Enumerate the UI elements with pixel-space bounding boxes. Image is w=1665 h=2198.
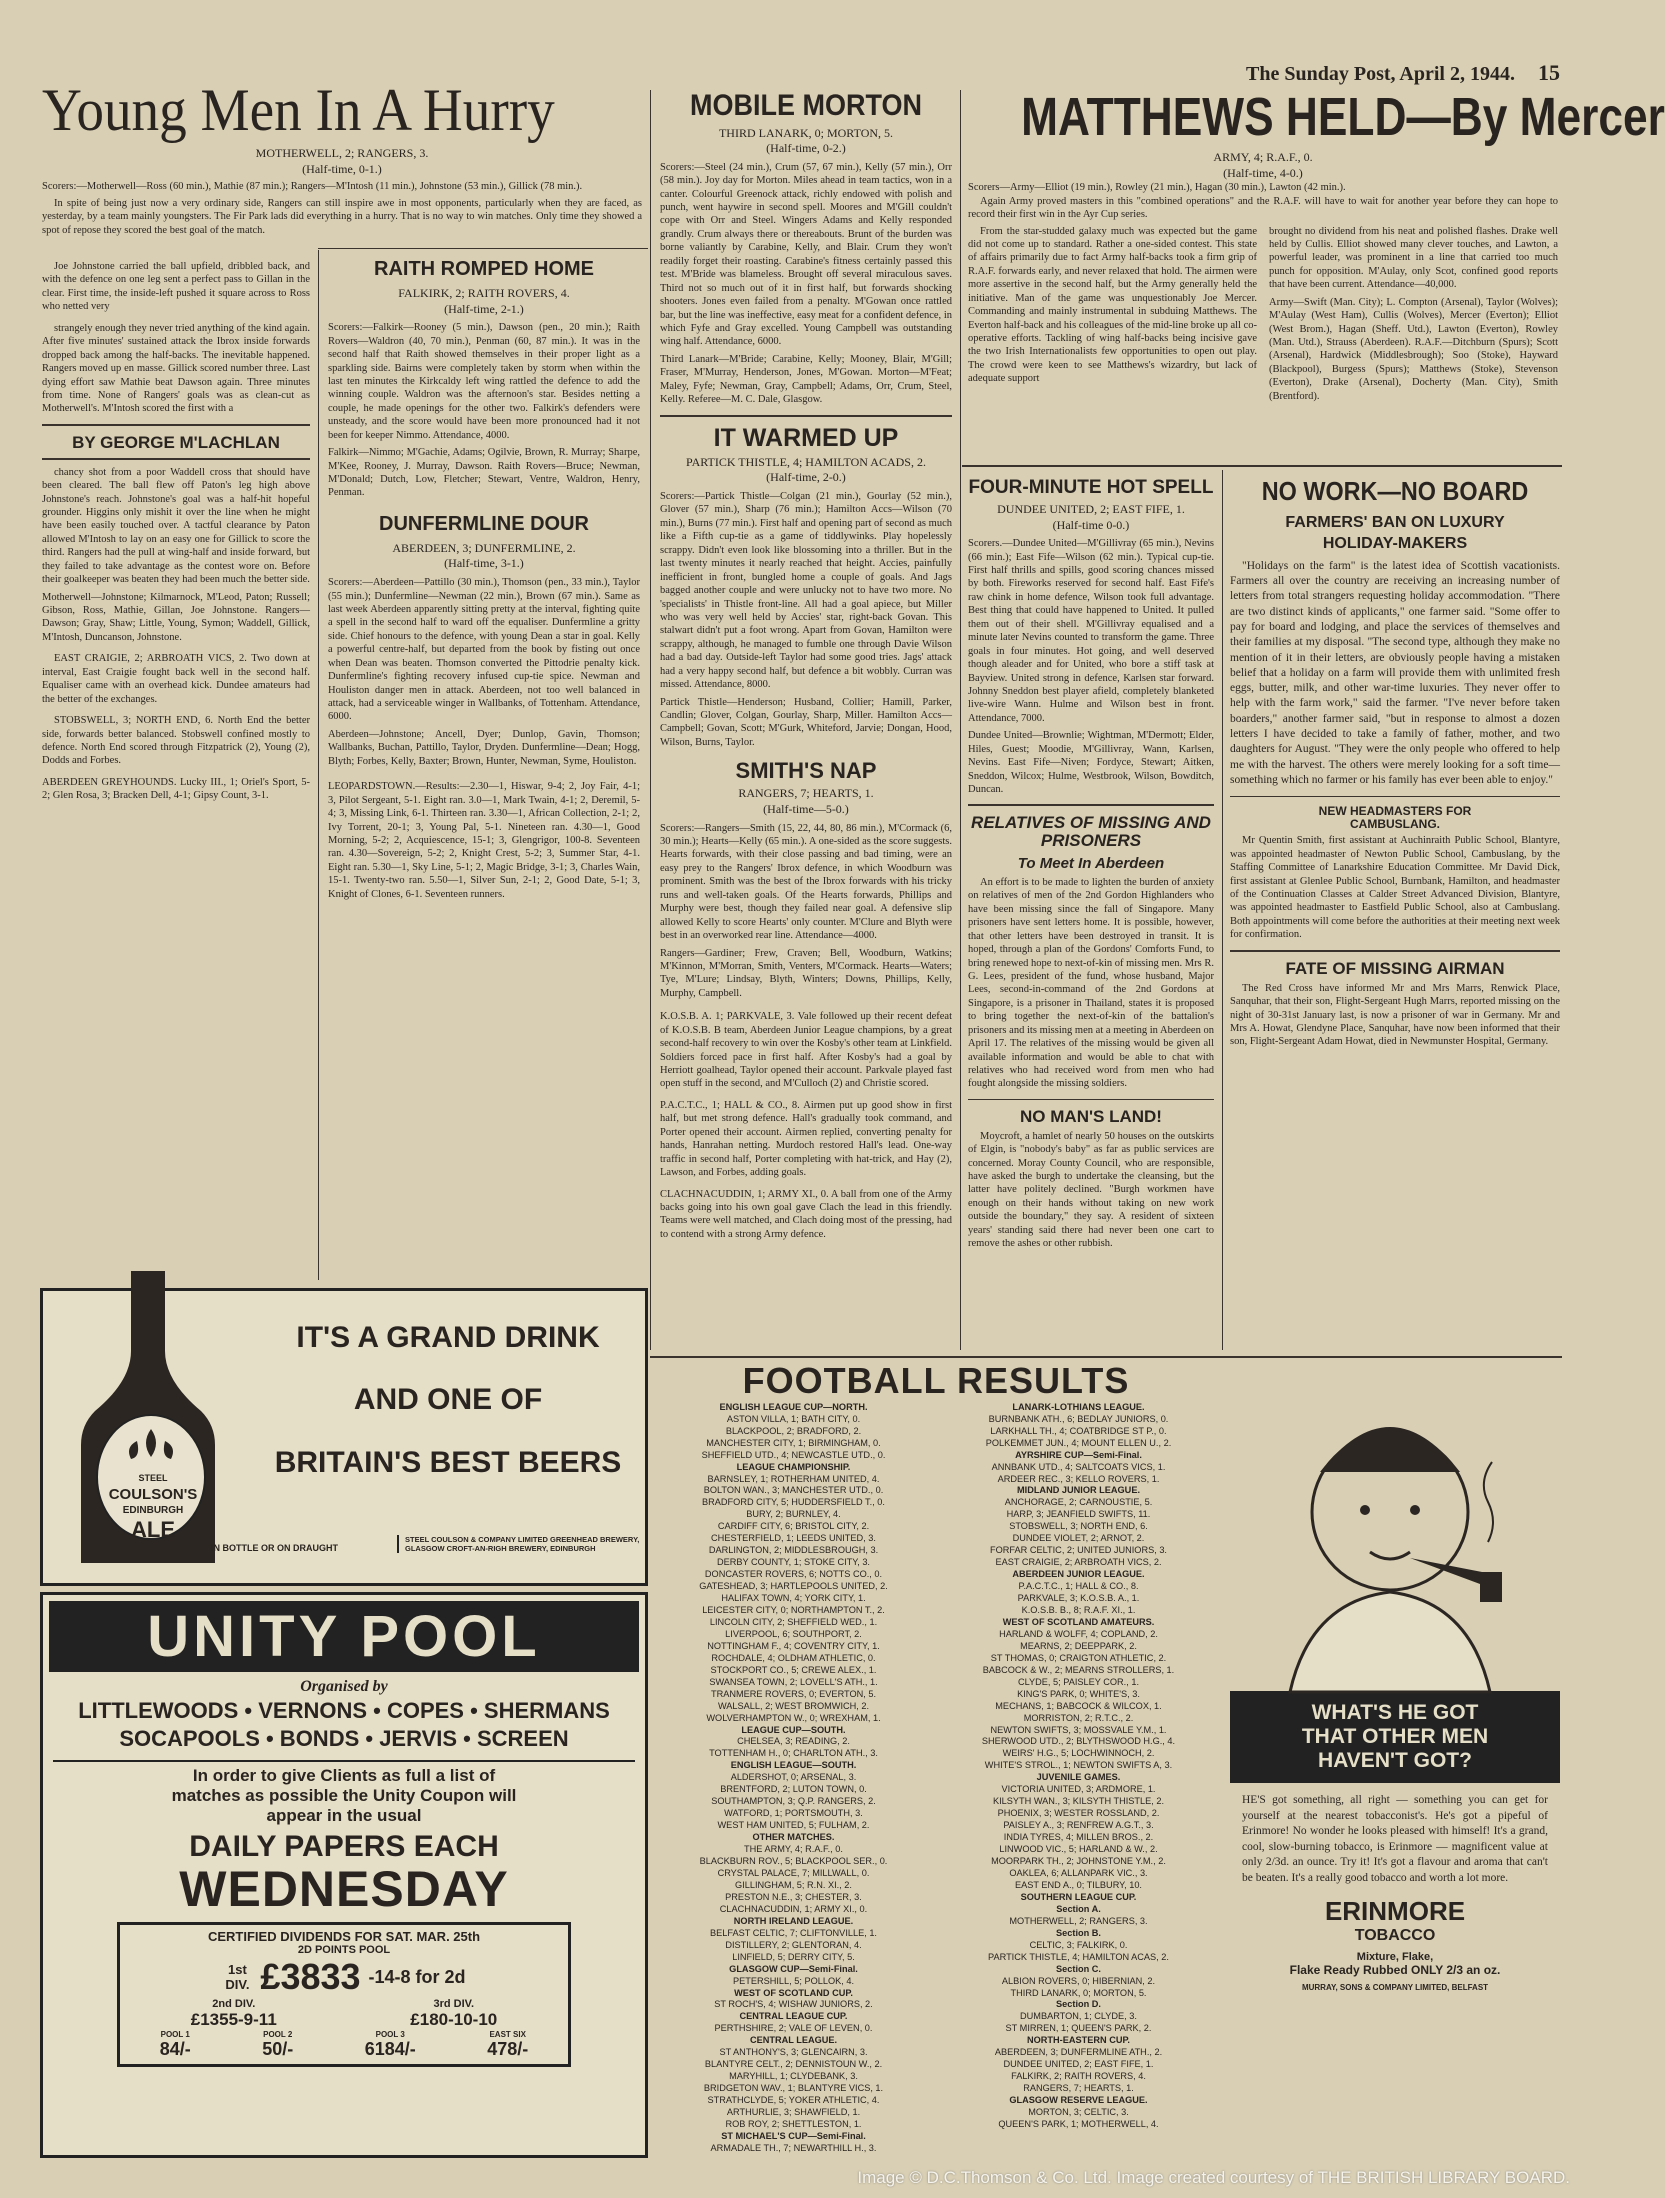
results-heading: WEST OF SCOTLAND AMATEURS. (1002, 1616, 1155, 1627)
result-line: NEWTON SWIFTS, 3; MOSSVALE Y.M., 1. (990, 1724, 1167, 1735)
result-line: WHITE'S STROL., 1; NEWTON SWIFTS A, 3. (984, 1760, 1173, 1771)
result-line: CLACHNACUDDIN, 1; ARMY XI., 0. (719, 1903, 868, 1914)
result-line: WEST HAM UNITED, 5; FULHAM, 2. (717, 1820, 870, 1831)
result-line: ALDERSHOT, 0; ARSENAL, 3. (730, 1772, 857, 1783)
army-teams: Army—Swift (Man. City); L. Compton (Arsenal), Taylor (Wolves); M'Aulay (West Ham), Cullis (Wolves), Mercer (Everton); Elliot (West Brom.), Hagan (Sheff. Utd.), Lawton (Everton), Rowley (Man. Utd.), Strauss (Aberdeen). R.A.F.—Ditchburn (Spurs); Scott (Arsenal), Hardwick (Middlesbrough); Soo (Stoke), Hayward (Blackpool), Burgess (Spurs); Matthews (Stoke), Stevenson (Everton), Drake (Arsenal), Docherty (Man. City), Smith (Brentford). (1269, 296, 1558, 402)
erinmore-copy: HE'S got something, all right — something you can get for yourself at the nearest tobacconist's. He's got a pipeful of Erinmore! No wonder he looks pleased with himself! It's a grand, cool, slow-burning tobacco, is Erinmore — magnificent value at only 2/3d. an ounce. Try it! It's got a flavour and aroma that can't be beaten. It's a really good tobacco and worth a lot more. (1242, 1794, 1548, 1884)
dunf-score: ABERDEEN, 3; DUNFERMLINE, 2. (392, 540, 576, 555)
raith-teams: Falkirk—Nimmo; M'Gachie, Adams; Ogilvie, Brown, R. Murray; Sharpe, M'Kee, Rooney, J. Murray, Dawson. Raith Rovers—Bruce; Newman, M'Donald; Dutch, Low, Fletcher; Stewart, Ventre, Waldron, Henry, Penman. (328, 447, 640, 499)
pool2-label: POOL 2 (263, 2030, 293, 2039)
result-line: LINWOOD VIC., 5; HARLAND & W., 2. (999, 1844, 1158, 1855)
result-line: DUNDEE UNITED, 2; EAST FIFE, 1. (1003, 2059, 1154, 2070)
pipe-smoker-illustration (1230, 1362, 1560, 1692)
results-heading: LEAGUE CUP—SOUTH. (741, 1724, 846, 1735)
page-number: 15 (1538, 60, 1560, 85)
results-left-column (656, 1402, 931, 2155)
first-div-label: 1st DIV. (225, 1962, 250, 1992)
col5 (968, 478, 1214, 1251)
erinmore-varieties-1: Mixture, Flake, (1356, 1951, 1434, 1964)
warm-teams: Partick Thistle—Henderson; Husband, Collier; Hamill, Parker, Candlin; Glover, Colgan, Gourlay, Sharp, Miller. Hamilton Accs—Campbell; Govan, Scott; M'Gurk, Whiteford, Jarvie; Dongan, Hood, Wilson, Burns, Taylor. (660, 696, 952, 748)
result-line: QUEEN'S PARK, 1; MOTHERWELL, 4. (998, 2118, 1159, 2129)
result-line: LARKHALL TH., 4; COATBRIDGE ST P., 0. (990, 1425, 1167, 1436)
result-line: SHERWOOD UTD., 2; BLYTHSWOOD H.G., 4. (981, 1736, 1176, 1747)
second-div-amount: £1355-9-11 (190, 2010, 277, 2029)
result-line: BLACKBURN ROV., 5; BLACKPOOL SER., 0. (699, 1856, 888, 1867)
result-line: TOTTENHAM H., 0; CHARLTON ATH., 3. (709, 1748, 878, 1759)
erinmore-advert (1230, 1362, 1560, 2162)
nap-score: RANGERS, 7; HEARTS, 1. (738, 786, 874, 801)
relatives-report: An effort is to be made to lighten the burden of anxiety on relatives of men of the 2nd Gordon Highlanders who have been missing since the fall of Singapore. Many prisoners have sent letters home. It is possible, however, that other letters have been destroyed in transit. It is hoped, through a plan of the Gordons' Comforts Fund, to bring renewed hope to next-of-kin of missing men. Mrs R. G. Lees, president of the fund, whose husband, Major Lees, second-in-command of the 2nd Gordons at Singapore, is a prisoner in Thailand, states it is proposed to bring together the next-of-kin of the battalion's prisoners and its missing men at a meeting in Aberdeen on April 17. The relatives of the missing would be given all available information and would be able to chat with relatives who had received word from men who had fought alongside the missing soldiers. (968, 876, 1214, 1090)
result-line: ANCHORAGE, 2; CARNOUSTIE, 5. (1004, 1497, 1153, 1508)
slogan-grand-drink: IT'S A GRAND DRINK (296, 1321, 600, 1354)
slogan-best-beers: BRITAIN'S BEST BEERS (274, 1446, 622, 1479)
result-line: WOLVERHAMPTON W., 0; WREXHAM, 1. (706, 1712, 881, 1723)
result-line: EAST END A., 0; TILBURY, 10. (1015, 1879, 1142, 1890)
headline-headmasters (1230, 805, 1560, 830)
result-line: P.A.C.T.C., 1; HALL & CO., 8. (1018, 1581, 1139, 1592)
result-line: POLKEMMET JUN., 4; MOUNT ELLEN U., 2. (985, 1437, 1172, 1448)
daily-papers: DAILY PAPERS EACH (189, 1830, 499, 1863)
result-line: NOTTINGHAM F., 4; COVENTRY CITY, 1. (707, 1640, 880, 1651)
headline-no-work: NO WORK—NO BOARD (1261, 476, 1529, 506)
no-mans-land-report: Moycroft, a hamlet of nearly 50 houses on the outskirts of Elgin, is "nobody's baby" as far as public services are concerned. Moray County Council, who are responsible, have asked the burgh to undertake the cleansing, but the latter have politely declined. "Burgh workmen have enough on their hands without taking on new work outside the boundary," they say. A resident of sixteen years' standing said there had never been one cart to remove the ashes or other rubbish. (968, 1130, 1214, 1250)
unity-title: UNITY POOL (147, 1604, 541, 1669)
result-line: PARTICK THISTLE, 4; HAMILTON ACAS, 2. (988, 1951, 1169, 1962)
result-line: FALKIRK, 2; RAITH ROVERS, 4. (1011, 2071, 1146, 2082)
results-heading: OTHER MATCHES. (752, 1832, 835, 1843)
dividends-box (117, 1922, 571, 2067)
erinmore-varieties-2: Flake Ready Rubbed ONLY 2/3 an oz. (1289, 1963, 1501, 1978)
result-line: PARKVALE, 3; K.O.S.B. A., 1. (1017, 1593, 1140, 1604)
headline-no-mans-land: NO MAN'S LAND! (1020, 1106, 1162, 1126)
results-heading: ABERDEEN JUNIOR LEAGUE. (1012, 1569, 1145, 1580)
dundee-halftime: (Half-time 0-0.) (1052, 517, 1130, 532)
results-heading: ENGLISH LEAGUE CUP—NORTH. (719, 1401, 868, 1412)
headline-four-minute: FOUR-MINUTE HOT SPELL (968, 477, 1214, 498)
result-line: DONCASTER ROVERS, 6; NOTTS CO., 0. (704, 1569, 883, 1580)
pools-row-1: LITTLEWOODS • VERNONS • COPES • SHERMANS (78, 1698, 610, 1723)
result-line: BRIDGETON WAV., 1; BLANTYRE VICS, 1. (703, 2083, 884, 2094)
result-line: DARLINGTON, 2; MIDDLESBROUGH, 3. (708, 1545, 879, 1556)
wednesday: WEDNESDAY (179, 1861, 509, 1917)
results-heading: LANARK-LOTHIANS LEAGUE. (1012, 1401, 1145, 1412)
result-line: LINFIELD, 5; DERRY CITY, 5. (732, 1951, 855, 1962)
result-line: DERBY COUNTY, 1; STOKE CITY, 3. (716, 1557, 870, 1568)
result-line: ST THOMAS, 0; CRAIGTON ATHLETIC, 2. (990, 1652, 1167, 1663)
headline-smiths-nap: SMITH'S NAP (735, 758, 877, 784)
subhead-farmers-line1: FARMERS' BAN ON LUXURY (1285, 514, 1505, 532)
result-line: CHESTERFIELD, 1; LEEDS UNITED, 3. (711, 1533, 876, 1544)
headline-relatives-line2: PRISONERS (1040, 831, 1142, 851)
results-heading: ENGLISH LEAGUE—SOUTH. (730, 1760, 857, 1771)
question-line2: THAT OTHER MEN (1301, 1725, 1489, 1748)
result-line: MORRISTON, 2; R.T.C., 2. (1023, 1712, 1134, 1723)
label-ale: ALE (131, 1517, 175, 1542)
result-line: CARDIFF CITY, 6; BRISTOL CITY, 2. (717, 1521, 870, 1532)
headline-headmasters-line1: NEW HEADMASTERS FOR (1318, 804, 1472, 819)
results-heading: NORTH IRELAND LEAGUE. (733, 1915, 854, 1926)
col4-matthews (968, 87, 1665, 403)
results-heading: Section A. (1056, 1903, 1101, 1914)
warm-report: Scorers:—Partick Thistle—Colgan (21 min.), Gourlay (52 min.), Glover (57 min.), Sharp (76 min.); Hamilton Accs—Wilson (70 min.), Burns (77 min.). First half and opening part of second as much like a Fifth cup-tie as a game of tiddlywinks. Play hopelessly scrappy. Didn't even look like blossoming into a thriller. But in the last twenty minutes it nearly reached that height. Accies, painfully inefficient in front, bungled home a couple of goals. And Jags bagged another couple and were unlucky not to have two more. No 'specialists' in Thistle front-line. All had a goal apiece, but Miller who was very well held by Accies' star, right-back Govan. This stalwart didn't put a foot wrong. Apart from Govan, Hamilton were scrappy, although, he managed to fumble one through Davie Wilson had a bad day. Outside-left Taylor had some good tries. Jags' attack had a very happy second half, but defence a bit wobbly. Curran was missed. Attendance, 8000. (660, 491, 952, 691)
raith-report: Scorers:—Falkirk—Rooney (5 min.), Dawson (pen., 20 min.); Raith Rovers—Waldron (40, 70 min.), Penman (60, 87 min.). It was in the second half that Raith showed themselves in their proper light as a sparkling side. Bairns were completely taken by storm when within the last ten minutes the Kirkcaldy left wing rattled the defence to add the winning couple. Waldron was the afternoon's star. Besides netting a couple, he made openings for the other two. Falkirk's defenders were unsteady, and the score would have been more pronounced had it not been for keeper Nimmo. Attendance, 4000. (328, 322, 640, 441)
result-line: MEARNS, 2; DEEPPARK, 2. (1020, 1640, 1137, 1651)
result-line: BRENTFORD, 2; LUTON TOWN, 0. (720, 1784, 867, 1795)
result-line: BRADFORD CITY, 5; HUDDERSFIELD T., 0. (702, 1497, 885, 1508)
result-line: PRESTON N.E., 3; CHESTER, 3. (725, 1891, 862, 1902)
army-score: ARMY, 4; R.A.F., 0. (1213, 150, 1313, 164)
col1-narrow (42, 260, 310, 803)
result-line: OAKLEA, 6; ALLANPARK VIC., 3. (1009, 1867, 1148, 1878)
warm-score: PARTICK THISTLE, 4; HAMILTON ACADS, 2. (686, 454, 926, 469)
farm-report: "Holidays on the farm" is the latest idea of Scottish vacationists. Farmers all over the country are receiving an increasing number of letters from total strangers requesting holiday accommodation. "There are two distinct kinds of applicants," one farmer said. "Some offer to pay for board and lodging, and place the services of themselves and their families at my disposal. "The second type, although they make no mention of it in their letters, are obviously people having a mistaken belief that a holiday on a farm will provide them with unlimited fresh eggs, butter, milk, and other war-time luxuries. They never offer to help with the farm work," said the farmer. "I've never before taken boarders," another farmer said, "but in response to almost a dozen letters I have decided to take a family of father, mother, and two daughters for August. "They were the only people who offered to help me with the harvest. The others were merely looking for a soft time—something which no farmer or his family has ever been able to enjoy." (1230, 559, 1560, 786)
pool2-amount: 50/- (262, 2039, 294, 2059)
headline-matthews-held: MATTHEWS HELD—By Mercer (1021, 87, 1665, 147)
article-paragraph: In spite of being just now a very ordinary side, Rangers can still inspire awe in most opponents, particularly when they are faced, as yesterday, by a team mainly youngsters. The Fir Park lads did everything in a hurry. That is no way to win matches. Only time they showed a spot of repose they scored the best goal of the match. (42, 197, 642, 236)
masthead-text: The Sunday Post, April 2, 1944. (1246, 63, 1515, 85)
results-heading: SOUTHERN LEAGUE CUP. (1020, 1891, 1137, 1902)
pool1-amount: 84/- (159, 2039, 191, 2059)
match-scorers: Scorers:—Motherwell—Ross (60 min.), Mathie (87 min.); Rangers—M'Intosh (11 min.), Johnstone (53 min.), Gillick (78 min.). (42, 181, 583, 193)
pools-row-2: SOCAPOOLS • BONDS • JERVIS • SCREEN (119, 1726, 569, 1751)
subhead-aberdeen: To Meet In Aberdeen (1017, 855, 1165, 873)
clach-report: CLACHNACUDDIN, 1; ARMY XI., 0. A ball from one of the Army backs going into his own goal gave Clach the lead in this friendly. Teams were well matched, and Clach doing most of the pressing, had to contend with a strong Army defence. (660, 1188, 952, 1240)
pactc-report: P.A.C.T.C., 1; HALL & CO., 8. Airmen put up good show in first half, but met strong defence. Hall's gradually took command, and Porter opened their account. Airmen replied, converting penalty for hands, Hanrahan netting. Murdoch restored Hall's lead. One-way traffic in second half, Porter completing with hat-trick, and Hay (2), Lawson, and Forbes, adding goals. (660, 1099, 952, 1179)
result-line: ANNBANK UTD., 4; SALTCOATS VICS, 1. (991, 1461, 1166, 1472)
results-heading: CENTRAL LEAGUE. (749, 2035, 838, 2046)
airman-report: The Red Cross have informed Mr and Mrs Marrs, Renwick Place, Sanquhar, that their son, Flight-Sergeant Hugh Marrs, reported missing on the night of 30-31st January last, is now a prisoner of war in Germany. Mr and Mrs A. Howat, Glendyne Place, Sanquhar, have now been informed that their son, Flight-Sergeant Adam Howat, died in Newmunster Hospital, Germany. (1230, 982, 1560, 1048)
kosb-report: K.O.S.B. A. 1; PARKVALE, 3. Vale followed up their recent defeat of K.O.S.B. B team, Aberdeen Junior League champions, by a great second-half recovery to win over the Kosby's other team at Linkfield. Soldiers forced pace in first half. After Kosby's had a goal by Herriott goalhead, Taylor opened their account. Parkvale played fast open stuff in the second, and M'Culloch (2) and Christie scored. (660, 1011, 953, 1090)
points-pool: 2D POINTS POOL (297, 1944, 391, 1956)
article-paragraph: strangely enough they never tried anything of the kind again. After five minutes' sustained attack the Ibrox inside forwards dropped back among the half-backs. The inevitable happened. Rangers moved up en masse. Gillick scored number three. Last dying effort saw Mathie beat Dawson again. Three minutes from time. None of Rangers' goals was as clean-cut as Motherwell's. M'Intosh scored the first with a (42, 322, 311, 415)
results-heading: Section B. (1056, 1927, 1101, 1938)
result-line: KILSYTH WAN., 3; KILSYTH THISTLE, 2. (992, 1796, 1165, 1807)
headline-warmed-up: IT WARMED UP (713, 423, 899, 452)
raith-score: FALKIRK, 2; RAITH ROVERS, 4. (398, 286, 570, 300)
col6 (1230, 478, 1560, 1049)
results-heading: JUVENILE GAMES. (1036, 1772, 1121, 1783)
col2 (328, 255, 640, 901)
leopardstown-results: LEOPARDSTOWN.—Results:—2.30—1, Hiswar, 9-4; 2, Joy Fair, 4-1; 3, Pilot Sergeant, 5-1. Eight ran. 3.0—1, Mark Twain, 4-1; 2, Deremil, 5-4; 3, Missing Link, 6-1. Thirteen ran. 3.30—1, African Collection, 2-1; 2, Ivy Torrent, 20-1; 3, Young Pal, 5-1. Nineteen ran. 4.30—1, Good Morning, 5-2; 2, Acquiescence, 15-1; 3, Glengrigor, 100-8. Seventeen ran. 4.30—Sovereign, 5-2; 2, Knight Crest, 5-2; 3, Summer Star, 4-1. Eight ran. 5.30—1, Sky Line, 5-1; 2, Magic Bridge, 3-1; 3, Charles Wain, 15-1. Twenty-two ran. 5.50—1, Silver Sun, 2-1; 2, Good Date, 5-1; 3, Knight of Clones, 6-1. Seventeen runners. (328, 781, 640, 900)
result-line: BABCOCK & W., 2; MEARNS STROLLERS, 1. (982, 1664, 1175, 1675)
result-line: INDIA TYRES, 4; MILLEN BROS., 2. (1003, 1832, 1154, 1843)
first-div-amount: £3833 (260, 1956, 361, 1997)
result-line: PHOENIX, 3; WESTER ROSSLAND, 2. (997, 1808, 1160, 1819)
dunf-teams: Aberdeen—Johnstone; Ancell, Dyer; Dunlop, Gavin, Thomson; Wallbanks, Buchan, Pattillo, Taylor, Dryden. Dunfermline—Dean; Hogg, Blyth; Forbes, Kelly, Baxter; Brown, Hunter, Newman, Syme, Houliston. (328, 728, 640, 767)
result-line: ROB ROY, 2; SHETTLESTON, 1. (725, 2118, 862, 2129)
second-div-label: 2nd DIV. (212, 1998, 256, 2010)
organised-by: Organised by (300, 1678, 388, 1695)
result-line: STOCKPORT CO., 5; CREWE ALEX., 1. (710, 1664, 877, 1675)
masthead (1170, 60, 1560, 86)
results-right-column (941, 1402, 1216, 2155)
results-heading: AYRSHIRE CUP—Semi-Final. (1015, 1449, 1142, 1460)
dunf-report: Scorers:—Aberdeen—Pattillo (30 min.), Thomson (pen., 33 min.), Taylor (55 min.); Dunfermline—Newman (22 min.), Brown (67 min.). Same as last week Aberdeen apparently sitting pretty at the interval, fighting quite a spell in the second half to ward off the equaliser. Dunfermline a gritty side. Chief honours to the defence, with young Dean a star in goal. Kelly a powerful centre-half, but departed from the book by fisting out once when Dean was beaten. Thomson converted the Pittodrie penalty kick. Dunfermline's fighting recovery infused cup-tie spice. Newman and Houliston danger men in attack. Aberdeen, not too well balanced in attack, had a serviceable winger in Wallbanks, of Tottenham. Attendance, 6000. (328, 577, 640, 723)
label-steel: STEEL (138, 1473, 168, 1483)
result-line: MANCHESTER CITY, 1; BIRMINGHAM, 0. (706, 1437, 881, 1448)
result-line: DUMBARTON, 1; CLYDE, 3. (1020, 2011, 1137, 2022)
headline-mobile-morton: MOBILE MORTON (689, 89, 923, 122)
football-results (656, 1362, 1216, 2155)
first-div-tail: -14-8 for 2d (368, 1966, 466, 1987)
dundee-score: DUNDEE UNITED, 2; EAST FIFE, 1. (997, 501, 1185, 516)
results-heading: Section C. (1056, 1963, 1101, 1974)
team-lineups: Motherwell—Johnstone; Kilmarnock, M'Leod, Paton; Russell; Gibson, Ross, Mathie, Gillan, Joe Johnstone. Rangers—Dawson; Gray, Shaw; Little, Young, Symon; Waddell, Gillick, M'Intosh, Duncanson, Johnstone. (42, 591, 310, 643)
match-score: MOTHERWELL, 2; RANGERS, 3. (255, 146, 429, 160)
label-edinburgh: EDINBURGH (122, 1505, 184, 1516)
erinmore-tobacco: TOBACCO (1354, 1927, 1436, 1945)
results-title: FOOTBALL RESULTS (742, 1360, 1130, 1401)
result-line: HARP, 3; JEANFIELD SWIFTS, 11. (1006, 1509, 1151, 1520)
morton-report: Scorers:—Steel (24 min.), Crum (57, 67 min.), Kelly (57 min.), Orr (58 min.). Joy day for Morton. Miles ahead in team tactics, won in a canter. Colourful Greenock attack, richly endowed with polish and punch, went haywire in second spell. Moores and M'Gill couldn't cope with Orr and Steel. Wingers Adams and Kelly responded grandly. Crum always there or thereabouts. Brunt of the burden was borne valiantly by Carabine, Kelly, and Blair. Crum they won't readily forget their roasting. Carabine's fitness certainly passed this test. M'Bride was blameless. Brought off several miraculous saves. Third not so much out of it in first half, but forwards shocking shooters. Jones even failed from a penalty. M'Gowan once rattled bar, but the line was ineffective, easy meat for a confident defence, in which Fyfe and Gray excelled. Young Campbell was outstanding wing half. Attendance, 6000. (660, 161, 952, 348)
article-paragraph: EAST CRAIGIE, 2; ARBROATH VICS, 2. Two down at interval, East Craigie fought back well in the second half. Equaliser came with an overhead kick. Dundee amateurs had the better of the exchanges. (42, 653, 310, 705)
results-heading: LEAGUE CHAMPIONSHIP. (736, 1461, 851, 1472)
morton-halftime: (Half-time, 0-2.) (766, 141, 846, 156)
result-line: LIVERPOOL, 6; SOUTHPORT, 2. (725, 1628, 862, 1639)
results-heading: WEST OF SCOTLAND CUP. (734, 1987, 853, 1998)
headline-young-men: Young Men In A Hurry (42, 77, 555, 143)
result-line: PAISLEY A., 3; RENFREW A.G.T., 3. (1003, 1820, 1154, 1831)
col1-article (42, 77, 642, 237)
results-heading: GLASGOW RESERVE LEAGUE. (1009, 2095, 1148, 2106)
article-paragraph: STOBSWELL, 3; NORTH END, 6. North End the better side, forwards better balanced. Stobswell confined mostly to defence. North End scored through Fitzpatrick (2), Young (2), Dodds and Forbes. (42, 715, 310, 767)
result-line: SHEFFIELD UTD., 4; NEWCASTLE UTD., 0. (701, 1449, 886, 1460)
raith-halftime: (Half-time, 2-1.) (444, 301, 524, 316)
result-line: ST ANTHONY'S, 3; GLENCAIRN, 3. (719, 2047, 868, 2058)
result-line: BOLTON WAN., 3; MANCHESTER UTD., 0. (703, 1485, 884, 1496)
unity-title-banner (49, 1601, 639, 1672)
greyhound-results: ABERDEEN GREYHOUNDS. Lucky III., 1; Oriel's Sport, 5-2; Glen Rosa, 3; Bracken Dell, 4-1; Gipsy Count, 3-1. (42, 776, 310, 802)
subhead-farmers (1230, 515, 1560, 553)
results-heading: MIDLAND JUNIOR LEAGUE. (1016, 1485, 1140, 1496)
result-line: BLANTYRE CELT., 2; DENNISTOUN W., 2. (704, 2059, 883, 2070)
result-line: WATFORD, 1; PORTSMOUTH, 3. (724, 1808, 863, 1819)
headline-relatives-line1: RELATIVES OF MISSING AND (971, 813, 1211, 833)
result-line: CHELSEA, 3; READING, 2. (737, 1736, 850, 1747)
nap-report: Scorers:—Rangers—Smith (15, 22, 44, 80, 86 min.), M'Cormack (6, 30 min.); Hearts—Kelly (65 min.). A one-sided as the score suggests. Hearts forwards, with their close passing and bad timing, were an easy prey to the Rangers' Ibrox defence, in which Woodburn was prominent. Smith was the best of the Ibrox forwards with his tricky runs and well-taken goals. Of the Hearts forwards, Phillips and Murphy were best, though they failed near goal. A defensive slip allowed Kelly to score Hearts' only counter. M'Clure and Blyth were best in an overworked rear line. Attendance—4000. (660, 822, 952, 942)
coulsons-advert (40, 1288, 648, 1586)
question-line3: HAVEN'T GOT? (1318, 1749, 1472, 1772)
result-line: SWANSEA TOWN, 2; LOVELL'S ATH., 1. (709, 1676, 878, 1687)
subhead-farmers-line2: HOLIDAY-MAKERS (1322, 535, 1468, 553)
headline-headmasters-line2: CAMBUSLANG. (1350, 816, 1440, 831)
results-heading: GLASGOW CUP—Semi-Final. (729, 1963, 858, 1974)
east-six-label: EAST SIX (489, 2030, 526, 2039)
result-line: FORFAR CELTIC, 2; UNITED JUNIORS, 3. (990, 1545, 1167, 1556)
east-six-amount: 478/- (487, 2039, 529, 2059)
erinmore-brand: ERINMORE (1324, 1896, 1466, 1927)
headline-relatives (968, 814, 1214, 850)
result-line: EAST CRAIGIE, 2; ARBROATH VICS, 2. (995, 1557, 1162, 1568)
warm-halftime: (Half-time, 2-0.) (766, 470, 846, 485)
result-line: THIRD LANARK, 0; MORTON, 5. (1010, 1987, 1147, 1998)
morton-score: THIRD LANARK, 0; MORTON, 5. (718, 125, 894, 140)
result-line: ASTON VILLA, 1; BATH CITY, 0. (726, 1413, 861, 1424)
army-scorers: Scorers—Army—Elliot (19 min.), Rowley (21 min.), Hagan (30 min.), Lawton (42 min.). (968, 182, 1346, 194)
result-line: THE ARMY, 4; R.A.F., 0. (744, 1844, 843, 1855)
result-line: ARTHURLIE, 3; SHAWFIELD, 1. (726, 2107, 861, 2118)
nap-halftime: (Half-time—5-0.) (763, 802, 849, 816)
headmasters-report: Mr Quentin Smith, first assistant at Auchinraith Public School, Blantyre, was appointed headmaster of Newton Public School, Cambuslang, by the Staffing Committee of Lanarkshire Education Committee. Mr David Dick, first assistant at Glenlee Public School, Burnbank, Hamilton, and headmaster of the Continuation Classes at Calder Street Advanced Division, Blantyre, was appointed headmaster to Eastfield Public School, also at Cambuslang. Both appointments will come before the authorities at their meeting next week for confirmation. (1230, 835, 1560, 941)
match-halftime: (Half-time, 0-1.) (302, 161, 382, 176)
result-line: ARMADALE TH., 7; NEWARTHILL H., 3. (710, 2142, 877, 2153)
pool1-label: POOL 1 (160, 2030, 190, 2039)
result-line: STOBSWELL, 3; NORTH END, 6. (1009, 1521, 1148, 1532)
result-line: LINCOLN CITY, 2; SHEFFIELD WED., 1. (709, 1616, 878, 1627)
result-line: ALBION ROVERS, 0; HIBERNIAN, 2. (1001, 1975, 1156, 1986)
result-line: MORTON, 3; CELTIC, 3. (1028, 2107, 1129, 2118)
result-line: BARNSLEY, 1; ROTHERHAM UNITED, 4. (707, 1473, 880, 1484)
result-line: RANGERS, 7; HEARTS, 1. (1023, 2083, 1134, 2094)
result-line: VICTORIA UNITED, 3; ARDMORE, 1. (1001, 1784, 1156, 1795)
result-line: DUNDEE VIOLET, 2; ARNOT, 2. (1012, 1533, 1145, 1544)
result-line: STRATHCLYDE, 5; YOKER ATHLETIC, 4. (707, 2095, 880, 2106)
dunf-halftime: (Half-time, 3-1.) (444, 556, 524, 571)
result-line: MOORPARK TH., 2; JOHNSTONE Y.M., 2. (991, 1856, 1166, 1867)
result-line: CELTIC, 3; FALKIRK, 0. (1029, 1939, 1128, 1950)
headline-raith: RAITH ROMPED HOME (374, 258, 594, 280)
result-line: HALIFAX TOWN, 4; YORK CITY, 1. (721, 1593, 866, 1604)
dundee-teams: Dundee United—Brownlie; Wightman, M'Dermott; Elder, Hiles, Guest; Moodie, M'Gillivray, Wann, Karlsen, Nevins. East Fife—Niven; Fordyce, Stewart; Aitken, Sneddon, Wilcox; Hulme, Westbrook, Wilson, Bowditch, Duncan. (968, 730, 1214, 795)
erinmore-maker: MURRAY, SONS & COMPANY LIMITED, BELFAST (1301, 1983, 1489, 1993)
question-banner (1230, 1691, 1560, 1783)
article-paragraph: chancy shot from a poor Waddell cross that should have been cleared. The ball flew off Paton's leg high above Johnstone's reach. Johnstone's goal was a half-hit hopeful grounder. Higgins only mishit it over the line when he might have been easily touched over. A tactful clearance by Paton allowed M'Intosh to lay on an easy one for Gillick to score the third. Rangers had the pull at wing-half and inside forward, but they failed to take advantage as the contest wore on. Before their goalkeeper was beaten they had been much the better side. (42, 466, 310, 586)
result-line: WALSALL, 2; WEST BROMWICH, 2. (717, 1700, 870, 1711)
result-line: HARLAND & WOLFF, 4; COPLAND, 2. (999, 1628, 1158, 1639)
results-heading: ST MICHAEL'S CUP—Semi-Final. (721, 2130, 866, 2141)
result-line: ST ROCH'S, 4; WISHAW JUNIORS, 2. (714, 1999, 873, 2010)
result-line: K.O.S.B. B., 8; R.A.F. XI., 1. (1021, 1605, 1136, 1615)
result-line: BLACKPOOL, 2; BRADFORD, 2. (725, 1425, 862, 1436)
result-line: MOTHERWELL, 2; RANGERS, 3. (1009, 1915, 1148, 1926)
result-line: SOUTHAMPTON, 3; Q.P. RANGERS, 2. (711, 1796, 876, 1807)
article-paragraph: Joe Johnstone carried the ball upfield, dribbled back, and with the defence on one leg sent a perfect pass to Gillan in the clear. First time, the inside-left pushed it square across to Ross who netted very (42, 261, 310, 313)
army-halftime: (Half-time, 4-0.) (1223, 165, 1303, 180)
results-heading: NORTH-EASTERN CUP. (1027, 2035, 1130, 2046)
result-line: WEIRS' H.G., 5; LOCHWINNOCH, 2. (1002, 1748, 1155, 1759)
question-line1: WHAT'S HE GOT (1311, 1701, 1479, 1724)
result-line: BELFAST CELTIC, 7; CLIFTONVILLE, 1. (710, 1927, 877, 1938)
result-line: LEICESTER CITY, 0; NORTHAMPTON T., 2. (702, 1605, 885, 1615)
result-line: DISTILLERY, 2; GLENTORAN, 4. (725, 1939, 862, 1950)
label-coulsons: COULSON'S (108, 1486, 198, 1503)
pool3-amount: 6184/- (364, 2039, 416, 2059)
third-div-amount: £180-10-10 (410, 2010, 498, 2029)
nap-teams: Rangers—Gardiner; Frew, Craven; Bell, Woodburn, Watkins; M'Kinnon, M'Morran, Smith, Venters, M'Cormack. Hearts—Waters; Tye, M'Lure; Lindsay, Blyth, Winters; Downs, Phillips, Kelly, Murphy, Campbell. (660, 947, 952, 999)
result-line: TRANMERE ROVERS, 0; EVERTON, 5. (710, 1688, 877, 1699)
brewery-address: STEEL COULSON & COMPANY LIMITED GREENHEAD BREWERY, GLASGOW CROFT-AN-RIGH BREWERY, EDINBURGH (397, 1535, 641, 1553)
slogan-and-one-of: AND ONE OF (353, 1383, 543, 1416)
result-line: CLYDE, 5; PAISLEY COR., 1. (1017, 1676, 1139, 1687)
result-line: MECHANS, 1; BABCOCK & WILCOX, 1. (995, 1700, 1162, 1711)
third-div-label: 3rd DIV. (433, 1998, 475, 2010)
results-heading: CENTRAL LEAGUE CUP. (739, 2011, 848, 2022)
result-line: BURY, 2; BURNLEY, 4. (746, 1509, 841, 1520)
headline-dunfermline: DUNFERMLINE DOUR (379, 512, 589, 535)
result-line: ST MIRREN, 1; QUEEN'S PARK, 2. (1005, 2023, 1152, 2034)
unity-notice-1: In order to give Clients as full a list of (192, 1766, 496, 1785)
result-line: GATESHEAD, 3; HARTLEPOOLS UNITED, 2. (699, 1581, 888, 1592)
unity-pool-advert (40, 1592, 648, 2158)
dundee-report: Scorers.—Dundee United—M'Gillivray (65 min.), Nevins (66 min.); East Fife—Wilson (62 min.). Typical cup-tie. First half thrills and spills, good scoring chances missed by both. Fireworks reserved for second half. East Fife's raw chink in home defence, Wilson took full advantage. Best thing that could have happened to United. It pulled them out of their shell. M'Gillivray equalised and a minute later Nevins counted to transform the game. Three goals in four minutes. Hot going, and well deserved though aleader and for United, who bore a stiff task at Bayview. United strong in defence, Karlsen star forward. Johnny Sneddon best player afield, completely blanketed live-wire Wann. Hulme and Wilson best in front. Attendance, 7000. (968, 538, 1214, 724)
col3 (660, 90, 952, 1241)
result-line: BURNBANK ATH., 6; BEDLAY JUNIORS, 0. (988, 1413, 1169, 1424)
army-intro: Again Army proved masters in this "combined operations" and the R.A.F. will have to wait for another year before they can hope to record their first win in the Ayr Cup series. (968, 195, 1558, 221)
result-line: GILLINGHAM, 5; R.N. XI., 2. (735, 1879, 852, 1890)
result-line: CRYSTAL PALACE, 7; MILLWALL, 0. (717, 1867, 870, 1878)
army-report-a: From the star-studded galaxy much was expected but the game did not come up to standard. Rather a one-sided contest. This state of affairs primarily due to fact Army half-backs took a firm grip of R.A.F. forwards early, and never relaxed that hold. The airmen were more assertive in the second half, but the Army generally held the initiative. Man of the game was unquestionably Joe Mercer. Commanding and mainly instrumental in subduing Matthews. The Everton half-back and his colleagues of the mid-line broke up all co-operative efforts. Tackling of wing half-backs being incisive gave the two Irish Internationalists few opportunities to open out play. The crowd were keen to see Matthews's wizardry, but lack of adequate support (968, 225, 1257, 385)
pool3-label: POOL 3 (375, 2030, 405, 2039)
certified-dividends: CERTIFIED DIVIDENDS FOR SAT. MAR. 25th (207, 1929, 481, 1944)
image-credit: Image © D.C.Thomson & Co. Ltd. Image created courtesy of THE BRITISH LIBRARY BOARD. (857, 2168, 1570, 2187)
result-line: PERTHSHIRE, 2; VALE OF LEVEN, 0. (714, 2023, 873, 2034)
bottle-or-draught: IN BOTTLE OR ON DRAUGHT (211, 1543, 338, 1553)
result-line: MARYHILL, 1; CLYDEBANK, 3. (729, 2071, 858, 2082)
byline: BY GEORGE M'LACHLAN (72, 432, 280, 452)
army-report-b: brought no dividend from his neat and polished flashes. Drake well held by Cullis. Elliot showed many clever touches, and Lawton, a powerful leader, was prominent in a line that carried too much punch for opposition. M'Aulay, only Scot, confined good reports that have been current. Attendance—40,000. (1269, 225, 1558, 291)
results-heading: Section D. (1056, 1999, 1101, 2010)
unity-notice-2: matches as possible the Unity Coupon will (171, 1786, 517, 1805)
morton-teams: Third Lanark—M'Bride; Carabine, Kelly; Mooney, Blair, M'Gill; Fraser, M'Murray, Henderson, Jones, M'Gowan. Morton—M'Feat; Maley, Fyfe; Newman, Gray, Campbell; Adams, Orr, Crum, Steel, Kelly. Referee—M. C. Dale, Glasgow. (660, 353, 952, 406)
result-line: PETERSHILL, 5; POLLOK, 4. (732, 1975, 855, 1986)
headline-missing-airman: FATE OF MISSING AIRMAN (1285, 958, 1505, 978)
result-line: ROCHDALE, 4; OLDHAM ATHLETIC, 0. (711, 1652, 876, 1663)
unity-notice-3: appear in the usual (266, 1806, 422, 1825)
result-line: ABERDEEN, 3; DUNFERMLINE ATH., 2. (994, 2047, 1163, 2058)
result-line: ARDEER REC., 3; KELLO ROVERS, 1. (997, 1473, 1160, 1484)
result-line: KING'S PARK, 0; WHITE'S, 3. (1017, 1688, 1140, 1699)
